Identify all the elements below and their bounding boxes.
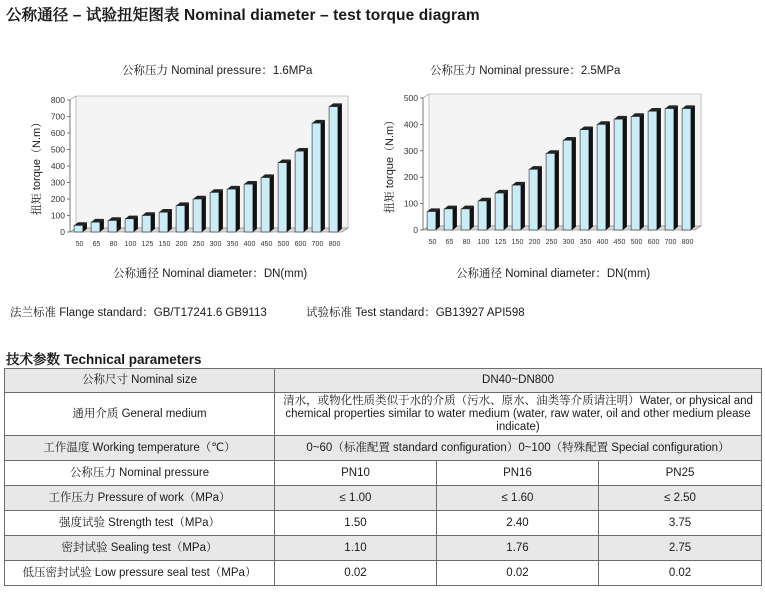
chart-2-caption: 公称压力 Nominal pressure：2.5MPa bbox=[430, 65, 621, 77]
chart-2-bar bbox=[478, 201, 487, 230]
chart-1-svg bbox=[30, 90, 350, 260]
chart-2-ytick-label: 300 bbox=[403, 145, 418, 156]
chart-1-bar bbox=[74, 225, 83, 232]
chart-2-bar-side bbox=[589, 126, 593, 230]
chart-1-xtick-label: 350 bbox=[226, 241, 239, 248]
chart-2-ytick-label: 100 bbox=[403, 198, 418, 209]
chart-1-bar bbox=[193, 199, 202, 232]
chart-1-bar bbox=[176, 206, 185, 232]
chart-1-bar bbox=[108, 220, 117, 232]
chart-1-bar bbox=[227, 189, 236, 232]
chart-1-bar bbox=[142, 216, 151, 233]
chart-2-xtick-label: 250 bbox=[545, 239, 558, 246]
chart-2-xtick-label: 450 bbox=[613, 239, 626, 246]
chart-2-xtick-label: 150 bbox=[511, 239, 524, 246]
tech-section-title: 技术参数 Technical parameters bbox=[6, 352, 202, 367]
test-standard: 试验标准 Test standard：GB13927 API598 bbox=[306, 307, 525, 319]
chart-2-ytick-label: 500 bbox=[403, 93, 418, 103]
chart-1-xtick-label: 300 bbox=[209, 241, 222, 248]
nominal-pressure-pn25: PN25 bbox=[599, 461, 762, 486]
chart-2-bar-side bbox=[606, 121, 610, 230]
chart-2-xlabel: 公称通径 Nominal diameter：DN(mm) bbox=[456, 268, 651, 280]
work-pressure-pn25: ≤ 2.50 bbox=[599, 486, 762, 511]
chart-1-xtick-label: 80 bbox=[109, 241, 118, 248]
sealing-test-label: 密封试验 Sealing test（MPa） bbox=[5, 536, 275, 561]
chart-2-ytick-label: 200 bbox=[403, 172, 418, 183]
chart-1-ytick-label: 600 bbox=[50, 128, 65, 138]
chart-2-bar-side bbox=[453, 206, 457, 230]
chart-2-xtick-label: 80 bbox=[462, 239, 471, 246]
page-title: 公称通径 – 试验扭矩图表 Nominal diameter – test torque diagram bbox=[6, 7, 480, 24]
chart-2-bar bbox=[563, 140, 572, 230]
chart-2-xtick-label: 700 bbox=[664, 239, 677, 246]
chart-2-xtick-label: 800 bbox=[681, 239, 694, 246]
chart-1-bar bbox=[244, 184, 253, 232]
nominal-pressure-pn10: PN10 bbox=[275, 461, 437, 486]
row-medium bbox=[5, 393, 762, 436]
chart-2-bar bbox=[512, 185, 521, 230]
chart-2-bar-side bbox=[640, 113, 644, 230]
temperature-label: 工作温度 Working temperature（℃） bbox=[5, 436, 275, 461]
chart-1-bar-side bbox=[304, 148, 308, 232]
chart-2-xtick-label: 350 bbox=[579, 239, 592, 246]
chart-1-bar bbox=[295, 151, 304, 232]
chart-1-y-axis-depth bbox=[70, 96, 76, 100]
work-pressure-pn16: ≤ 1.60 bbox=[437, 486, 599, 511]
chart-2-bar bbox=[648, 111, 657, 230]
chart-1-xtick-label: 450 bbox=[260, 241, 273, 248]
chart-1-bar-side bbox=[219, 189, 223, 232]
chart-1-bar bbox=[261, 178, 270, 232]
row-low-pressure-seal bbox=[5, 561, 762, 586]
chart-1-xtick-label: 600 bbox=[294, 241, 307, 248]
chart-1-bar-side bbox=[287, 160, 291, 233]
chart-1-ytick-label: 800 bbox=[50, 95, 65, 105]
chart-1-xtick-label: 700 bbox=[311, 241, 324, 248]
chart-1 bbox=[30, 90, 350, 260]
chart-1-xtick-label: 200 bbox=[175, 241, 188, 248]
row-temperature bbox=[5, 436, 762, 461]
chart-2-ytick-label: 400 bbox=[403, 119, 418, 130]
medium-value: 清水，或物化性质类似于水的介质（污水、原水、油类等介质请注明）Water, or physical and chemical properties similar to water medium (water, raw water, oil and other medium please indicate) bbox=[275, 393, 762, 436]
chart-2-bar bbox=[427, 212, 436, 230]
chart-2-bar-side bbox=[572, 137, 576, 230]
strength-test-pn16: 2.40 bbox=[437, 511, 599, 536]
row-nominal-size bbox=[5, 369, 762, 393]
chart-2-bar bbox=[444, 209, 453, 230]
chart-1-ytick-label: 100 bbox=[50, 210, 65, 221]
low-pressure-seal-pn16: 0.02 bbox=[437, 561, 599, 586]
chart-2-bar-side bbox=[521, 182, 525, 230]
nominal-size-value: DN40~DN800 bbox=[275, 369, 762, 393]
chart-2-bar-side bbox=[504, 190, 508, 230]
chart-2-xtick-label: 300 bbox=[562, 239, 575, 246]
chart-1-xlabel: 公称通径 Nominal diameter：DN(mm) bbox=[113, 268, 308, 280]
chart-1-bar-side bbox=[338, 103, 342, 232]
chart-2-bar-side bbox=[487, 198, 491, 230]
chart-1-ytick-label: 0 bbox=[60, 227, 65, 237]
chart-1-bar-side bbox=[168, 209, 172, 232]
chart-2-bar bbox=[461, 209, 470, 230]
chart-1-xtick-label: 250 bbox=[192, 241, 205, 248]
nominal-size-label: 公称尺寸 Nominal size bbox=[5, 369, 275, 393]
chart-1-xtick-label: 500 bbox=[277, 241, 290, 248]
chart-1-bar bbox=[278, 163, 287, 232]
work-pressure-label: 工作压力 Pressure of work（MPa） bbox=[5, 486, 275, 511]
chart-2-bar bbox=[495, 193, 504, 230]
chart-1-xtick-label: 800 bbox=[328, 241, 341, 248]
chart-2-bar bbox=[631, 116, 640, 230]
chart-2 bbox=[383, 88, 703, 258]
low-pressure-seal-label: 低压密封试验 Low pressure seal test（MPa） bbox=[5, 561, 275, 586]
chart-2-xtick-label: 400 bbox=[596, 239, 609, 246]
nominal-pressure-label: 公称压力 Nominal pressure bbox=[5, 461, 275, 486]
chart-2-xtick-label: 200 bbox=[528, 239, 541, 246]
strength-test-pn10: 1.50 bbox=[275, 511, 437, 536]
chart-1-xtick-label: 50 bbox=[75, 241, 84, 248]
tech-table bbox=[4, 368, 762, 586]
chart-2-bar bbox=[529, 169, 538, 230]
chart-2-xtick-label: 125 bbox=[494, 239, 507, 246]
chart-1-ylabel: 扭矩 torque（N.m） bbox=[31, 116, 43, 216]
sealing-test-pn10: 1.10 bbox=[275, 536, 437, 561]
sealing-test-pn16: 1.76 bbox=[437, 536, 599, 561]
chart-1-xtick-label: 65 bbox=[92, 241, 101, 248]
chart-2-bar-side bbox=[555, 150, 559, 230]
chart-2-bar-side bbox=[691, 105, 695, 230]
chart-2-bar-side bbox=[470, 206, 474, 230]
chart-2-bar bbox=[580, 130, 589, 230]
chart-2-bar bbox=[614, 119, 623, 230]
chart-2-bar bbox=[597, 124, 606, 230]
chart-1-ytick-label: 400 bbox=[50, 161, 65, 171]
chart-1-ytick-label: 300 bbox=[50, 177, 65, 188]
chart-1-caption: 公称压力 Nominal pressure：1.6MPa bbox=[122, 65, 313, 77]
nominal-pressure-pn16: PN16 bbox=[437, 461, 599, 486]
low-pressure-seal-pn25: 0.02 bbox=[599, 561, 762, 586]
chart-2-bar-side bbox=[538, 166, 542, 230]
chart-2-xtick-label: 100 bbox=[477, 239, 490, 246]
row-sealing-test bbox=[5, 536, 762, 561]
strength-test-pn25: 3.75 bbox=[599, 511, 762, 536]
chart-1-xtick-label: 400 bbox=[243, 241, 256, 248]
chart-2-y-axis-depth bbox=[423, 94, 429, 98]
flange-standard: 法兰标准 Flange standard：GB/T17241.6 GB9113 bbox=[10, 307, 267, 319]
chart-1-xtick-label: 150 bbox=[158, 241, 171, 248]
chart-2-xtick-label: 500 bbox=[630, 239, 643, 246]
chart-2-bar-side bbox=[674, 105, 678, 230]
chart-1-bar bbox=[91, 222, 100, 232]
chart-1-bar-side bbox=[236, 186, 240, 232]
row-strength-test bbox=[5, 511, 762, 536]
chart-2-ylabel: 扭矩 torque（N.m） bbox=[384, 114, 396, 214]
low-pressure-seal-pn10: 0.02 bbox=[275, 561, 437, 586]
chart-2-bar bbox=[682, 109, 691, 230]
chart-1-bar-side bbox=[270, 174, 274, 232]
chart-1-bar bbox=[125, 219, 134, 232]
temperature-value: 0~60（标准配置 standard configuration）0~100（特殊配置 Special configuration） bbox=[275, 436, 762, 461]
chart-1-bar-side bbox=[202, 196, 206, 232]
chart-1-bar bbox=[210, 192, 219, 232]
chart-2-xtick-label: 600 bbox=[647, 239, 660, 246]
row-nominal-pressure bbox=[5, 461, 762, 486]
chart-1-ytick-label: 700 bbox=[50, 111, 65, 122]
medium-label: 通用介质 General medium bbox=[5, 393, 275, 436]
chart-1-bar-side bbox=[253, 181, 257, 232]
sealing-test-pn25: 2.75 bbox=[599, 536, 762, 561]
chart-1-bar-side bbox=[321, 120, 325, 232]
chart-1-bar bbox=[312, 123, 321, 232]
chart-1-ytick-label: 200 bbox=[50, 194, 65, 204]
chart-1-bar-side bbox=[185, 202, 189, 232]
work-pressure-pn10: ≤ 1.00 bbox=[275, 486, 437, 511]
row-work-pressure bbox=[5, 486, 762, 511]
chart-2-bar bbox=[665, 109, 674, 230]
chart-1-bar-side bbox=[151, 212, 155, 232]
chart-2-bar bbox=[546, 153, 555, 230]
chart-2-xtick-label: 50 bbox=[428, 239, 437, 246]
chart-1-bar bbox=[159, 212, 168, 232]
strength-test-label: 强度试验 Strength test（MPa） bbox=[5, 511, 275, 536]
chart-2-svg bbox=[383, 88, 703, 258]
chart-2-bar-side bbox=[623, 116, 627, 230]
chart-2-bar-side bbox=[436, 208, 440, 230]
chart-1-ytick-label: 500 bbox=[50, 144, 65, 155]
chart-2-xtick-label: 65 bbox=[445, 239, 454, 246]
chart-2-bar-side bbox=[657, 108, 661, 230]
chart-1-xtick-label: 100 bbox=[124, 241, 137, 248]
chart-1-bar bbox=[329, 107, 338, 232]
chart-2-ytick-label: 0 bbox=[413, 225, 418, 235]
chart-1-xtick-label: 125 bbox=[141, 241, 154, 248]
